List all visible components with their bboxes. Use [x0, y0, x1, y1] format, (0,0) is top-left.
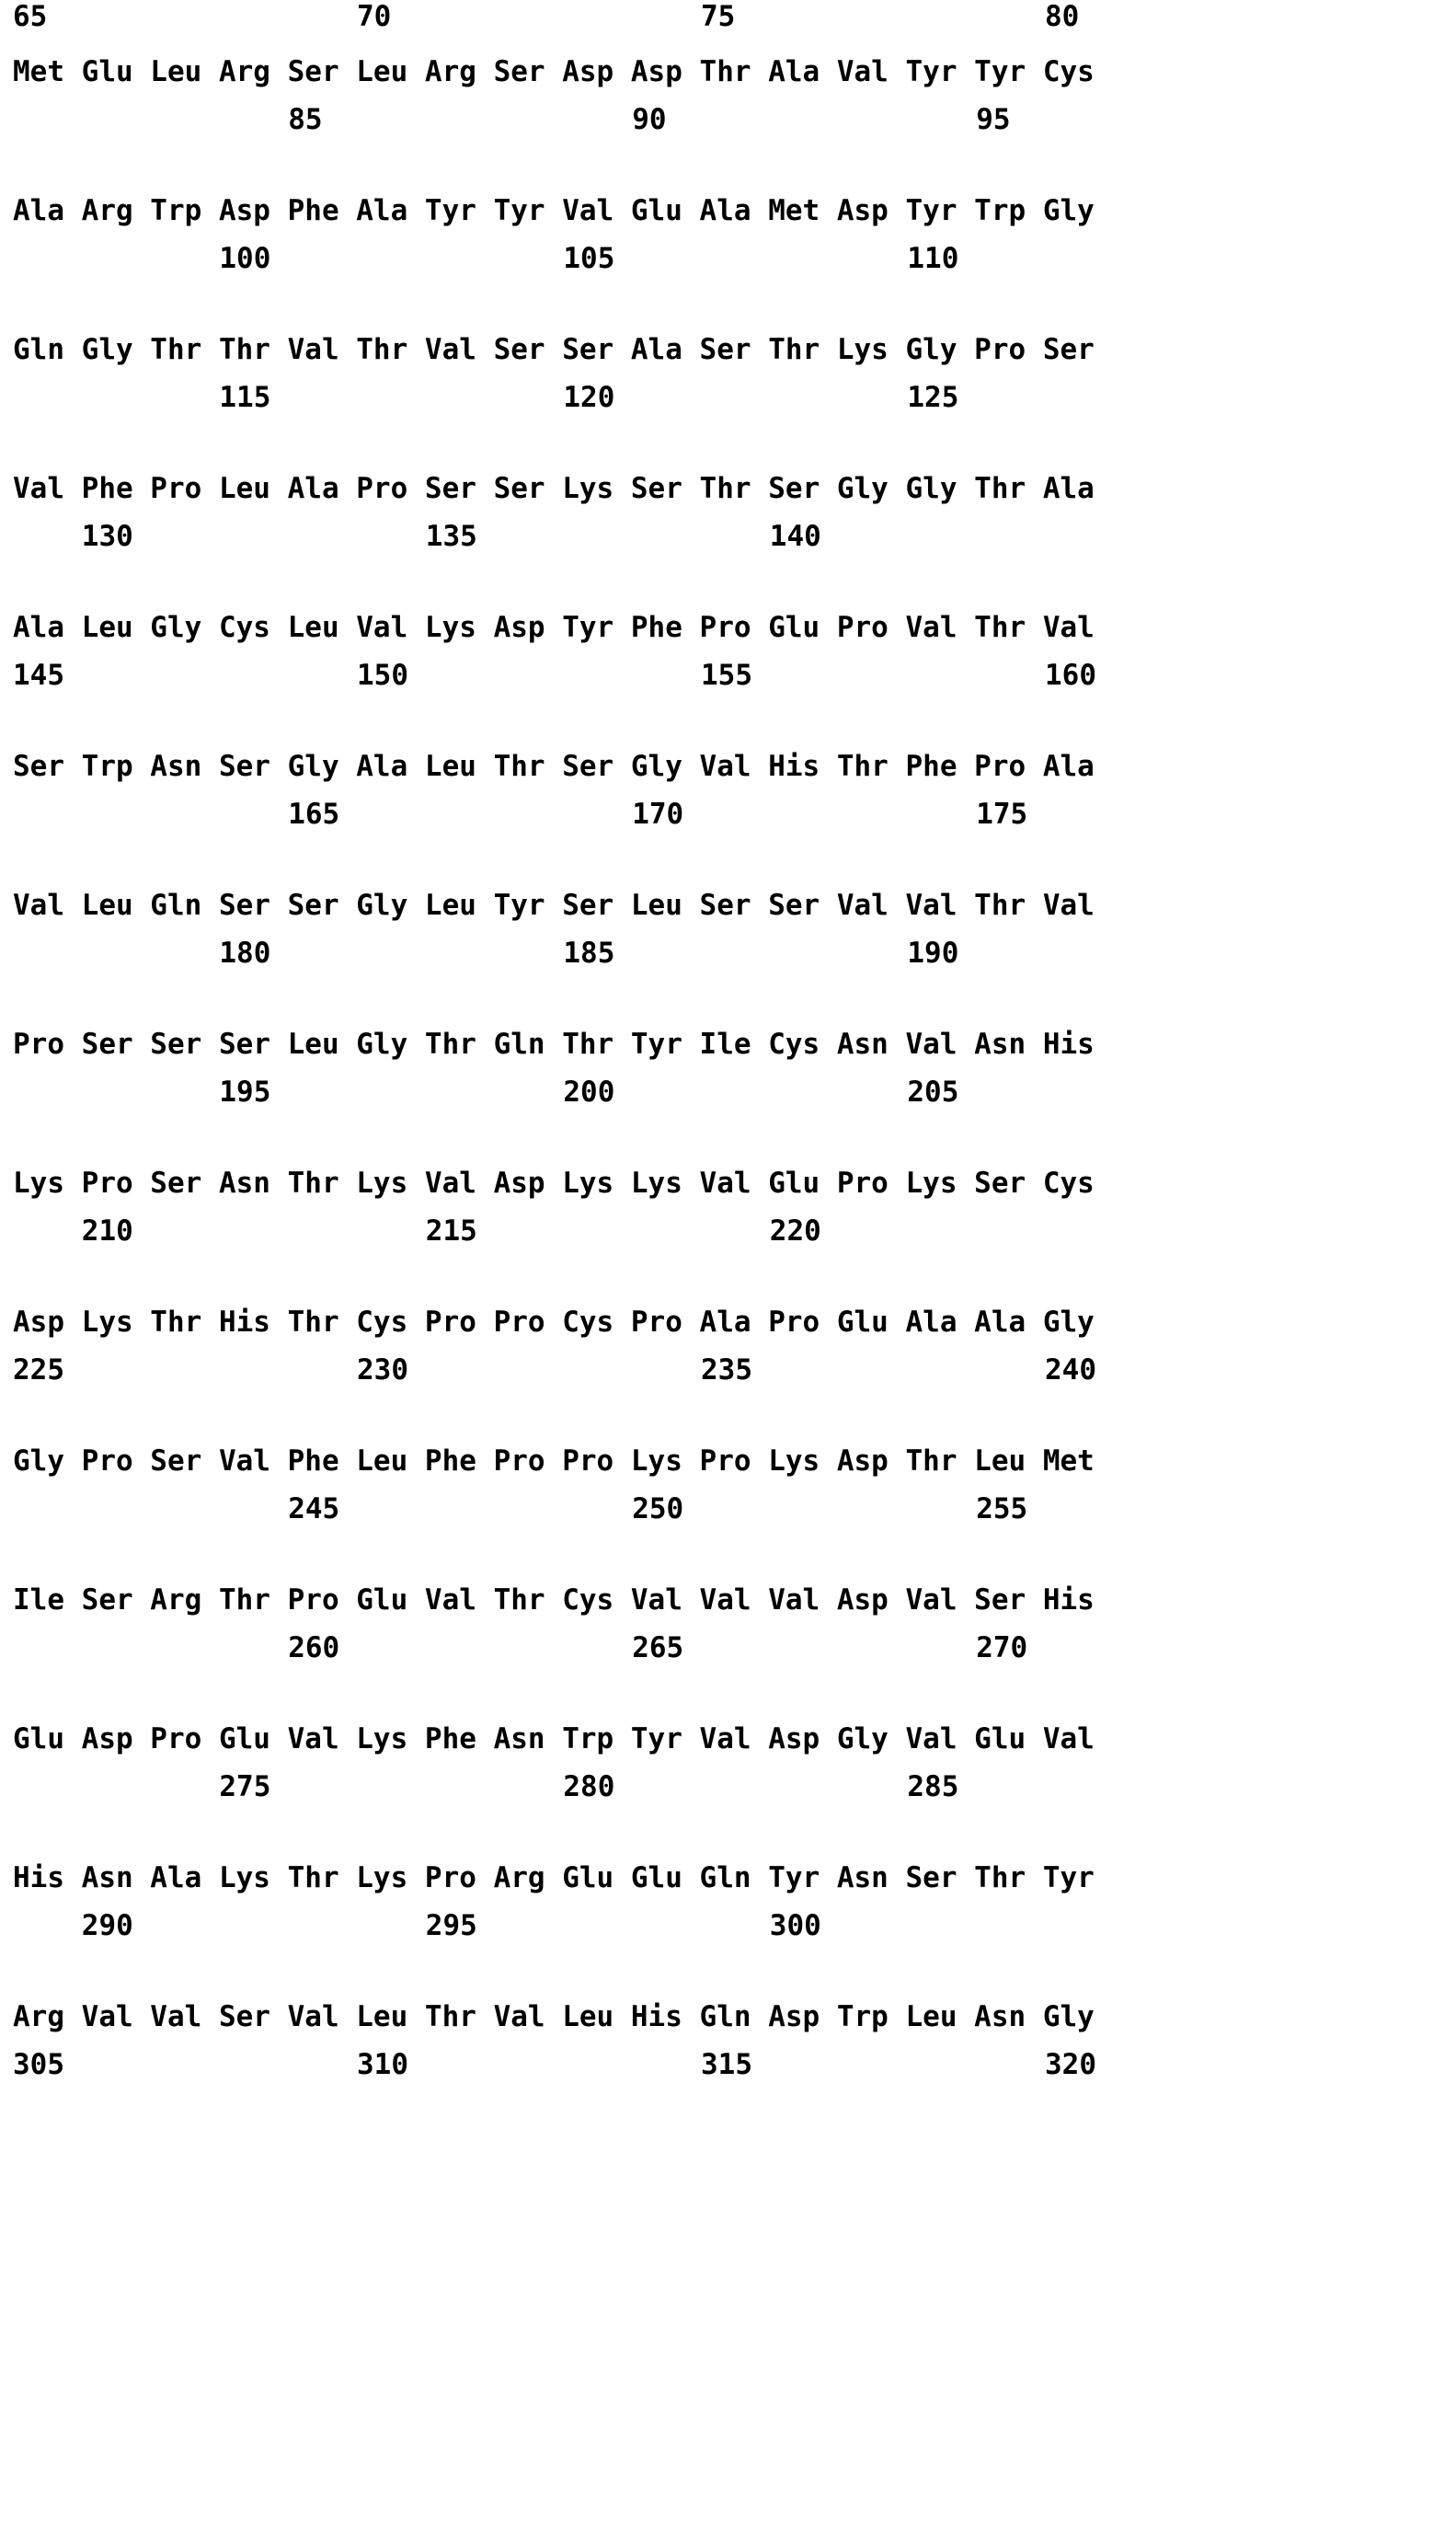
- residue-number: 260: [288, 1631, 340, 1664]
- residue-number: 160: [1045, 659, 1096, 692]
- residue-number: 125: [907, 381, 959, 414]
- block-spacer: [0, 984, 1456, 1028]
- block-spacer: [0, 2096, 1456, 2139]
- residue-number: 205: [907, 1076, 959, 1109]
- residue-sequence-text: Lys Pro Ser Asn Thr Lys Val Asp Lys Lys Val Glu Pro Lys Ser Cys: [13, 1167, 1095, 1200]
- sequence-line-block: [0, 2000, 1456, 2139]
- residue-number: 120: [563, 381, 615, 414]
- residue-number: 225: [13, 1353, 64, 1387]
- sequence-line-block: [0, 1028, 1456, 1167]
- residue-number: 300: [769, 1909, 821, 1942]
- sequence-line-block: [0, 1167, 1456, 1306]
- residue-row: [0, 333, 1456, 381]
- residue-number-row: [0, 242, 1456, 290]
- residue-number: 155: [701, 659, 752, 692]
- sequence-line-block: [0, 1583, 1456, 1722]
- sequence-blocks: [0, 55, 1456, 2139]
- residue-row: [0, 2000, 1456, 2048]
- residue-row: [0, 750, 1456, 798]
- residue-number: 230: [357, 1353, 408, 1387]
- residue-number-row: [0, 1631, 1456, 1679]
- ruler-tick: 65: [13, 0, 48, 33]
- residue-row: [0, 1861, 1456, 1909]
- residue-row: [0, 472, 1456, 520]
- residue-number: 145: [13, 659, 64, 692]
- residue-sequence-text: Arg Val Val Ser Val Leu Thr Val Leu His Gln Asp Trp Leu Asn Gly: [13, 2000, 1095, 2033]
- residue-number-row: [0, 659, 1456, 707]
- residue-number: 275: [219, 1770, 271, 1803]
- residue-number: 105: [563, 242, 615, 275]
- block-spacer: [0, 1262, 1456, 1306]
- residue-number: 150: [357, 659, 408, 692]
- residue-number: 110: [907, 242, 959, 275]
- residue-number-row: [0, 1353, 1456, 1401]
- residue-number: 170: [632, 798, 684, 831]
- residue-number: 190: [907, 937, 959, 970]
- sequence-line-block: [0, 611, 1456, 750]
- residue-number-row: [0, 2048, 1456, 2096]
- residue-row: [0, 1306, 1456, 1353]
- residue-row: [0, 1583, 1456, 1631]
- residue-number: 320: [1045, 2048, 1096, 2081]
- block-spacer: [0, 846, 1456, 889]
- residue-number: 195: [219, 1076, 271, 1109]
- residue-sequence-text: Ile Ser Arg Thr Pro Glu Val Thr Cys Val Val Val Asp Val Ser His: [13, 1583, 1095, 1617]
- residue-number-row: [0, 1909, 1456, 1957]
- residue-sequence-text: Pro Ser Ser Ser Leu Gly Thr Gln Thr Tyr Ile Cys Asn Val Asn His: [13, 1028, 1095, 1061]
- residue-number: 185: [563, 937, 615, 970]
- residue-number: 95: [976, 103, 1011, 136]
- residue-sequence-text: Ser Trp Asn Ser Gly Ala Leu Thr Ser Gly Val His Thr Phe Pro Ala: [13, 750, 1095, 783]
- sequence-line-block: [0, 333, 1456, 472]
- residue-sequence-text: Met Glu Leu Arg Ser Leu Arg Ser Asp Asp Thr Ala Val Tyr Tyr Cys: [13, 55, 1095, 88]
- residue-number: 235: [701, 1353, 752, 1387]
- block-spacer: [0, 1957, 1456, 2000]
- sequence-ruler: [0, 0, 1456, 55]
- residue-number: 295: [425, 1909, 477, 1942]
- residue-row: [0, 889, 1456, 937]
- residue-number-row: [0, 381, 1456, 429]
- residue-number-row: [0, 1492, 1456, 1540]
- block-spacer: [0, 568, 1456, 611]
- residue-number: 175: [976, 798, 1028, 831]
- residue-number: 90: [632, 103, 667, 136]
- residue-number: 290: [81, 1909, 133, 1942]
- residue-number: 245: [288, 1492, 340, 1525]
- sequence-line-block: [0, 472, 1456, 611]
- residue-number: 255: [976, 1492, 1028, 1525]
- ruler-tick: 75: [701, 0, 736, 33]
- block-spacer: [0, 707, 1456, 750]
- residue-number: 265: [632, 1631, 684, 1664]
- block-spacer: [0, 1540, 1456, 1583]
- block-spacer: [0, 151, 1456, 194]
- residue-row: [0, 1167, 1456, 1214]
- residue-number: 140: [769, 520, 821, 553]
- block-spacer: [0, 429, 1456, 472]
- ruler-tick: 80: [1045, 0, 1080, 33]
- residue-number: 210: [81, 1214, 133, 1248]
- residue-sequence-text: Gln Gly Thr Thr Val Thr Val Ser Ser Ala Ser Thr Lys Gly Pro Ser: [13, 333, 1095, 366]
- sequence-line-block: [0, 1861, 1456, 2000]
- residue-number: 305: [13, 2048, 64, 2081]
- residue-sequence-text: His Asn Ala Lys Thr Lys Pro Arg Glu Glu Gln Tyr Asn Ser Thr Tyr: [13, 1861, 1095, 1894]
- residue-number-row: [0, 1770, 1456, 1818]
- block-spacer: [0, 1401, 1456, 1444]
- residue-number: 250: [632, 1492, 684, 1525]
- residue-sequence-text: Ala Leu Gly Cys Leu Val Lys Asp Tyr Phe Pro Glu Pro Val Thr Val: [13, 611, 1095, 644]
- sequence-line-block: [0, 194, 1456, 333]
- residue-sequence-text: Gly Pro Ser Val Phe Leu Phe Pro Pro Lys Pro Lys Asp Thr Leu Met: [13, 1444, 1095, 1478]
- residue-row: [0, 611, 1456, 659]
- residue-row: [0, 1028, 1456, 1076]
- residue-number: 100: [219, 242, 271, 275]
- residue-number: 240: [1045, 1353, 1096, 1387]
- sequence-line-block: [0, 750, 1456, 889]
- sequence-line-block: [0, 55, 1456, 194]
- residue-number-row: [0, 520, 1456, 568]
- residue-sequence-text: Glu Asp Pro Glu Val Lys Phe Asn Trp Tyr Val Asp Gly Val Glu Val: [13, 1722, 1095, 1755]
- residue-row: [0, 1722, 1456, 1770]
- block-spacer: [0, 290, 1456, 333]
- block-spacer: [0, 1679, 1456, 1722]
- sequence-line-block: [0, 1306, 1456, 1444]
- sequence-line-block: [0, 1444, 1456, 1583]
- residue-sequence-text: Asp Lys Thr His Thr Cys Pro Pro Cys Pro Ala Pro Glu Ala Ala Gly: [13, 1306, 1095, 1339]
- block-spacer: [0, 1123, 1456, 1167]
- residue-number: 135: [425, 520, 477, 553]
- residue-sequence-text: Ala Arg Trp Asp Phe Ala Tyr Tyr Val Glu Ala Met Asp Tyr Trp Gly: [13, 194, 1095, 227]
- residue-number: 85: [288, 103, 323, 136]
- ruler-tick: 70: [357, 0, 392, 33]
- residue-number: 315: [701, 2048, 752, 2081]
- residue-number: 285: [907, 1770, 959, 1803]
- sequence-line-block: [0, 1722, 1456, 1861]
- residue-sequence-text: Val Phe Pro Leu Ala Pro Ser Ser Lys Ser Thr Ser Gly Gly Thr Ala: [13, 472, 1095, 505]
- residue-number: 180: [219, 937, 271, 970]
- residue-number: 310: [357, 2048, 408, 2081]
- block-spacer: [0, 1818, 1456, 1861]
- residue-number: 165: [288, 798, 340, 831]
- residue-number-row: [0, 1214, 1456, 1262]
- residue-number-row: [0, 103, 1456, 151]
- residue-number-row: [0, 937, 1456, 984]
- residue-row: [0, 194, 1456, 242]
- residue-number: 200: [563, 1076, 615, 1109]
- residue-number: 280: [563, 1770, 615, 1803]
- sequence-line-block: [0, 889, 1456, 1028]
- residue-number: 220: [769, 1214, 821, 1248]
- residue-number-row: [0, 1076, 1456, 1123]
- residue-row: [0, 1444, 1456, 1492]
- residue-number: 115: [219, 381, 271, 414]
- residue-number: 270: [976, 1631, 1028, 1664]
- residue-number: 215: [425, 1214, 477, 1248]
- residue-sequence-text: Val Leu Gln Ser Ser Gly Leu Tyr Ser Leu Ser Ser Val Val Thr Val: [13, 889, 1095, 922]
- residue-number: 130: [81, 520, 133, 553]
- residue-row: [0, 55, 1456, 103]
- residue-number-row: [0, 798, 1456, 846]
